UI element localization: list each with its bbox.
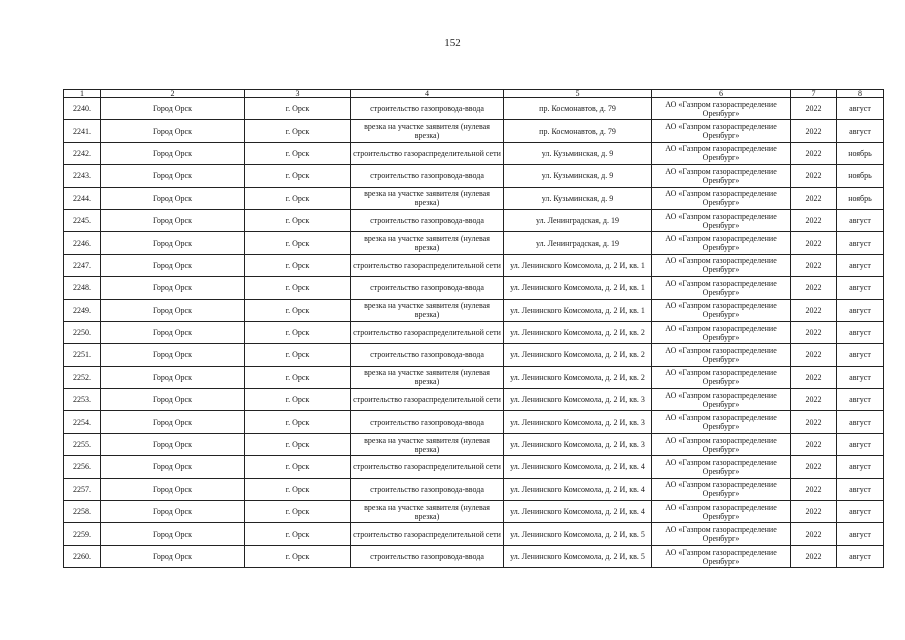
cell-year: 2022 — [791, 433, 837, 455]
page-number: 152 — [444, 37, 461, 49]
cell-address: ул. Ленинского Комсомола, д. 2 И, кв. 2 — [504, 321, 652, 343]
cell-settlement: г. Орск — [245, 366, 351, 388]
cell-address: ул. Ленинского Комсомола, д. 2 И, кв. 1 — [504, 299, 652, 321]
cell-settlement: г. Орск — [245, 545, 351, 567]
cell-month: август — [837, 277, 884, 299]
cell-address: ул. Ленинского Комсомола, д. 2 И, кв. 3 — [504, 433, 652, 455]
table-row — [64, 545, 884, 567]
cell-municipality: Город Орск — [101, 545, 245, 567]
cell-year: 2022 — [791, 277, 837, 299]
cell-number: 2240. — [64, 98, 101, 120]
cell-month: август — [837, 366, 884, 388]
cell-address: ул. Ленинского Комсомола, д. 2 И, кв. 3 — [504, 411, 652, 433]
table-body — [64, 98, 884, 568]
cell-municipality: Город Орск — [101, 98, 245, 120]
cell-year: 2022 — [791, 165, 837, 187]
cell-work-type: врезка на участке заявителя (нулевая врезка) — [351, 433, 504, 455]
cell-address: ул. Ленинского Комсомола, д. 2 И, кв. 2 — [504, 366, 652, 388]
cell-work-type: врезка на участке заявителя (нулевая врезка) — [351, 299, 504, 321]
table-row — [64, 209, 884, 231]
table-row — [64, 232, 884, 254]
cell-municipality: Город Орск — [101, 389, 245, 411]
cell-organization: АО «Газпром газораспределение Оренбург» — [652, 299, 791, 321]
cell-work-type: врезка на участке заявителя (нулевая врезка) — [351, 366, 504, 388]
cell-settlement: г. Орск — [245, 523, 351, 545]
cell-number: 2257. — [64, 478, 101, 500]
cell-month: август — [837, 545, 884, 567]
cell-organization: АО «Газпром газораспределение Оренбург» — [652, 389, 791, 411]
cell-number: 2249. — [64, 299, 101, 321]
cell-settlement: г. Орск — [245, 321, 351, 343]
cell-organization: АО «Газпром газораспределение Оренбург» — [652, 142, 791, 164]
cell-organization: АО «Газпром газораспределение Оренбург» — [652, 545, 791, 567]
cell-work-type: строительство газораспределительной сети — [351, 142, 504, 164]
cell-number: 2245. — [64, 209, 101, 231]
cell-number: 2251. — [64, 344, 101, 366]
cell-settlement: г. Орск — [245, 478, 351, 500]
cell-year: 2022 — [791, 366, 837, 388]
cell-municipality: Город Орск — [101, 411, 245, 433]
table-row — [64, 277, 884, 299]
cell-address: ул. Ленинского Комсомола, д. 2 И, кв. 4 — [504, 456, 652, 478]
cell-work-type: строительство газораспределительной сети — [351, 389, 504, 411]
cell-year: 2022 — [791, 209, 837, 231]
cell-municipality: Город Орск — [101, 187, 245, 209]
cell-number: 2256. — [64, 456, 101, 478]
cell-month: ноябрь — [837, 165, 884, 187]
cell-municipality: Город Орск — [101, 120, 245, 142]
cell-address: ул. Кузьминская, д. 9 — [504, 165, 652, 187]
cell-address: ул. Ленинского Комсомола, д. 2 И, кв. 4 — [504, 478, 652, 500]
cell-organization: АО «Газпром газораспределение Оренбург» — [652, 411, 791, 433]
table-row — [64, 187, 884, 209]
cell-settlement: г. Орск — [245, 232, 351, 254]
cell-year: 2022 — [791, 389, 837, 411]
cell-number: 2246. — [64, 232, 101, 254]
cell-settlement: г. Орск — [245, 254, 351, 276]
cell-year: 2022 — [791, 411, 837, 433]
cell-settlement: г. Орск — [245, 165, 351, 187]
cell-year: 2022 — [791, 321, 837, 343]
cell-municipality: Город Орск — [101, 344, 245, 366]
cell-address: пр. Космонавтов, д. 79 — [504, 98, 652, 120]
cell-organization: АО «Газпром газораспределение Оренбург» — [652, 344, 791, 366]
cell-month: август — [837, 433, 884, 455]
cell-municipality: Город Орск — [101, 299, 245, 321]
cell-year: 2022 — [791, 142, 837, 164]
cell-number: 2252. — [64, 366, 101, 388]
cell-settlement: г. Орск — [245, 209, 351, 231]
table-row — [64, 501, 884, 523]
cell-work-type: строительство газопровода-ввода — [351, 411, 504, 433]
cell-year: 2022 — [791, 254, 837, 276]
cell-year: 2022 — [791, 545, 837, 567]
cell-municipality: Город Орск — [101, 501, 245, 523]
cell-settlement: г. Орск — [245, 389, 351, 411]
cell-settlement: г. Орск — [245, 299, 351, 321]
table-row — [64, 344, 884, 366]
registry-table — [63, 89, 884, 568]
table-row — [64, 299, 884, 321]
cell-address: пр. Космонавтов, д. 79 — [504, 120, 652, 142]
table-row — [64, 165, 884, 187]
column-header-3: 3 — [245, 90, 351, 98]
header-row — [64, 90, 884, 98]
cell-organization: АО «Газпром газораспределение Оренбург» — [652, 165, 791, 187]
cell-settlement: г. Орск — [245, 277, 351, 299]
cell-number: 2248. — [64, 277, 101, 299]
column-header-6: 6 — [652, 90, 791, 98]
cell-year: 2022 — [791, 187, 837, 209]
cell-work-type: строительство газопровода-ввода — [351, 98, 504, 120]
cell-settlement: г. Орск — [245, 501, 351, 523]
cell-month: август — [837, 523, 884, 545]
cell-settlement: г. Орск — [245, 411, 351, 433]
cell-month: август — [837, 389, 884, 411]
cell-municipality: Город Орск — [101, 478, 245, 500]
column-header-1: 1 — [64, 90, 101, 98]
cell-month: ноябрь — [837, 187, 884, 209]
table-row — [64, 411, 884, 433]
cell-work-type: строительство газораспределительной сети — [351, 456, 504, 478]
cell-settlement: г. Орск — [245, 456, 351, 478]
table-row — [64, 478, 884, 500]
cell-number: 2258. — [64, 501, 101, 523]
cell-municipality: Город Орск — [101, 366, 245, 388]
cell-organization: АО «Газпром газораспределение Оренбург» — [652, 120, 791, 142]
cell-year: 2022 — [791, 98, 837, 120]
cell-organization: АО «Газпром газораспределение Оренбург» — [652, 478, 791, 500]
cell-settlement: г. Орск — [245, 433, 351, 455]
cell-address: ул. Ленинградская, д. 19 — [504, 232, 652, 254]
cell-address: ул. Ленинского Комсомола, д. 2 И, кв. 1 — [504, 254, 652, 276]
cell-work-type: строительство газопровода-ввода — [351, 478, 504, 500]
cell-year: 2022 — [791, 478, 837, 500]
cell-month: август — [837, 344, 884, 366]
cell-number: 2254. — [64, 411, 101, 433]
cell-municipality: Город Орск — [101, 277, 245, 299]
table-row — [64, 254, 884, 276]
cell-number: 2243. — [64, 165, 101, 187]
cell-municipality: Город Орск — [101, 254, 245, 276]
cell-year: 2022 — [791, 120, 837, 142]
table-row — [64, 98, 884, 120]
cell-year: 2022 — [791, 344, 837, 366]
cell-organization: АО «Газпром газораспределение Оренбург» — [652, 187, 791, 209]
cell-settlement: г. Орск — [245, 142, 351, 164]
cell-municipality: Город Орск — [101, 165, 245, 187]
cell-organization: АО «Газпром газораспределение Оренбург» — [652, 232, 791, 254]
cell-month: август — [837, 456, 884, 478]
column-header-5: 5 — [504, 90, 652, 98]
cell-work-type: строительство газопровода-ввода — [351, 165, 504, 187]
cell-address: ул. Ленинского Комсомола, д. 2 И, кв. 5 — [504, 545, 652, 567]
table-row — [64, 366, 884, 388]
cell-work-type: врезка на участке заявителя (нулевая врезка) — [351, 501, 504, 523]
column-header-7: 7 — [791, 90, 837, 98]
cell-work-type: врезка на участке заявителя (нулевая врезка) — [351, 120, 504, 142]
table-row — [64, 389, 884, 411]
cell-organization: АО «Газпром газораспределение Оренбург» — [652, 98, 791, 120]
table-header — [64, 90, 884, 98]
table-row — [64, 120, 884, 142]
cell-month: август — [837, 478, 884, 500]
cell-organization: АО «Газпром газораспределение Оренбург» — [652, 366, 791, 388]
cell-month: август — [837, 120, 884, 142]
cell-number: 2244. — [64, 187, 101, 209]
cell-work-type: врезка на участке заявителя (нулевая врезка) — [351, 187, 504, 209]
cell-organization: АО «Газпром газораспределение Оренбург» — [652, 254, 791, 276]
cell-organization: АО «Газпром газораспределение Оренбург» — [652, 456, 791, 478]
cell-municipality: Город Орск — [101, 456, 245, 478]
cell-work-type: врезка на участке заявителя (нулевая врезка) — [351, 232, 504, 254]
cell-address: ул. Ленинского Комсомола, д. 2 И, кв. 3 — [504, 389, 652, 411]
cell-address: ул. Ленинского Комсомола, д. 2 И, кв. 5 — [504, 523, 652, 545]
column-header-8: 8 — [837, 90, 884, 98]
cell-month: ноябрь — [837, 142, 884, 164]
cell-year: 2022 — [791, 299, 837, 321]
cell-year: 2022 — [791, 523, 837, 545]
cell-organization: АО «Газпром газораспределение Оренбург» — [652, 277, 791, 299]
cell-work-type: строительство газопровода-ввода — [351, 545, 504, 567]
table-row — [64, 142, 884, 164]
cell-settlement: г. Орск — [245, 98, 351, 120]
cell-number: 2250. — [64, 321, 101, 343]
cell-year: 2022 — [791, 456, 837, 478]
cell-address: ул. Ленинского Комсомола, д. 2 И, кв. 1 — [504, 277, 652, 299]
cell-work-type: строительство газопровода-ввода — [351, 277, 504, 299]
cell-organization: АО «Газпром газораспределение Оренбург» — [652, 321, 791, 343]
cell-address: ул. Кузьминская, д. 9 — [504, 187, 652, 209]
column-header-2: 2 — [101, 90, 245, 98]
cell-year: 2022 — [791, 501, 837, 523]
cell-number: 2242. — [64, 142, 101, 164]
cell-number: 2253. — [64, 389, 101, 411]
cell-municipality: Город Орск — [101, 523, 245, 545]
table-row — [64, 456, 884, 478]
cell-municipality: Город Орск — [101, 209, 245, 231]
cell-municipality: Город Орск — [101, 433, 245, 455]
cell-work-type: строительство газораспределительной сети — [351, 254, 504, 276]
cell-month: август — [837, 411, 884, 433]
cell-work-type: строительство газораспределительной сети — [351, 523, 504, 545]
cell-address: ул. Кузьминская, д. 9 — [504, 142, 652, 164]
cell-organization: АО «Газпром газораспределение Оренбург» — [652, 209, 791, 231]
cell-number: 2259. — [64, 523, 101, 545]
table-row — [64, 433, 884, 455]
cell-organization: АО «Газпром газораспределение Оренбург» — [652, 501, 791, 523]
cell-address: ул. Ленинградская, д. 19 — [504, 209, 652, 231]
cell-work-type: строительство газораспределительной сети — [351, 321, 504, 343]
cell-number: 2247. — [64, 254, 101, 276]
cell-month: август — [837, 209, 884, 231]
cell-organization: АО «Газпром газораспределение Оренбург» — [652, 433, 791, 455]
cell-organization: АО «Газпром газораспределение Оренбург» — [652, 523, 791, 545]
cell-address: ул. Ленинского Комсомола, д. 2 И, кв. 2 — [504, 344, 652, 366]
table-row — [64, 321, 884, 343]
cell-year: 2022 — [791, 232, 837, 254]
cell-number: 2260. — [64, 545, 101, 567]
cell-month: август — [837, 299, 884, 321]
cell-work-type: строительство газопровода-ввода — [351, 344, 504, 366]
cell-settlement: г. Орск — [245, 187, 351, 209]
table-row — [64, 523, 884, 545]
cell-month: август — [837, 321, 884, 343]
cell-address: ул. Ленинского Комсомола, д. 2 И, кв. 4 — [504, 501, 652, 523]
cell-settlement: г. Орск — [245, 344, 351, 366]
column-header-4: 4 — [351, 90, 504, 98]
cell-municipality: Город Орск — [101, 232, 245, 254]
cell-municipality: Город Орск — [101, 321, 245, 343]
cell-month: август — [837, 232, 884, 254]
cell-month: август — [837, 501, 884, 523]
cell-month: август — [837, 254, 884, 276]
cell-settlement: г. Орск — [245, 120, 351, 142]
cell-month: август — [837, 98, 884, 120]
cell-number: 2255. — [64, 433, 101, 455]
cell-work-type: строительство газопровода-ввода — [351, 209, 504, 231]
cell-municipality: Город Орск — [101, 142, 245, 164]
cell-number: 2241. — [64, 120, 101, 142]
